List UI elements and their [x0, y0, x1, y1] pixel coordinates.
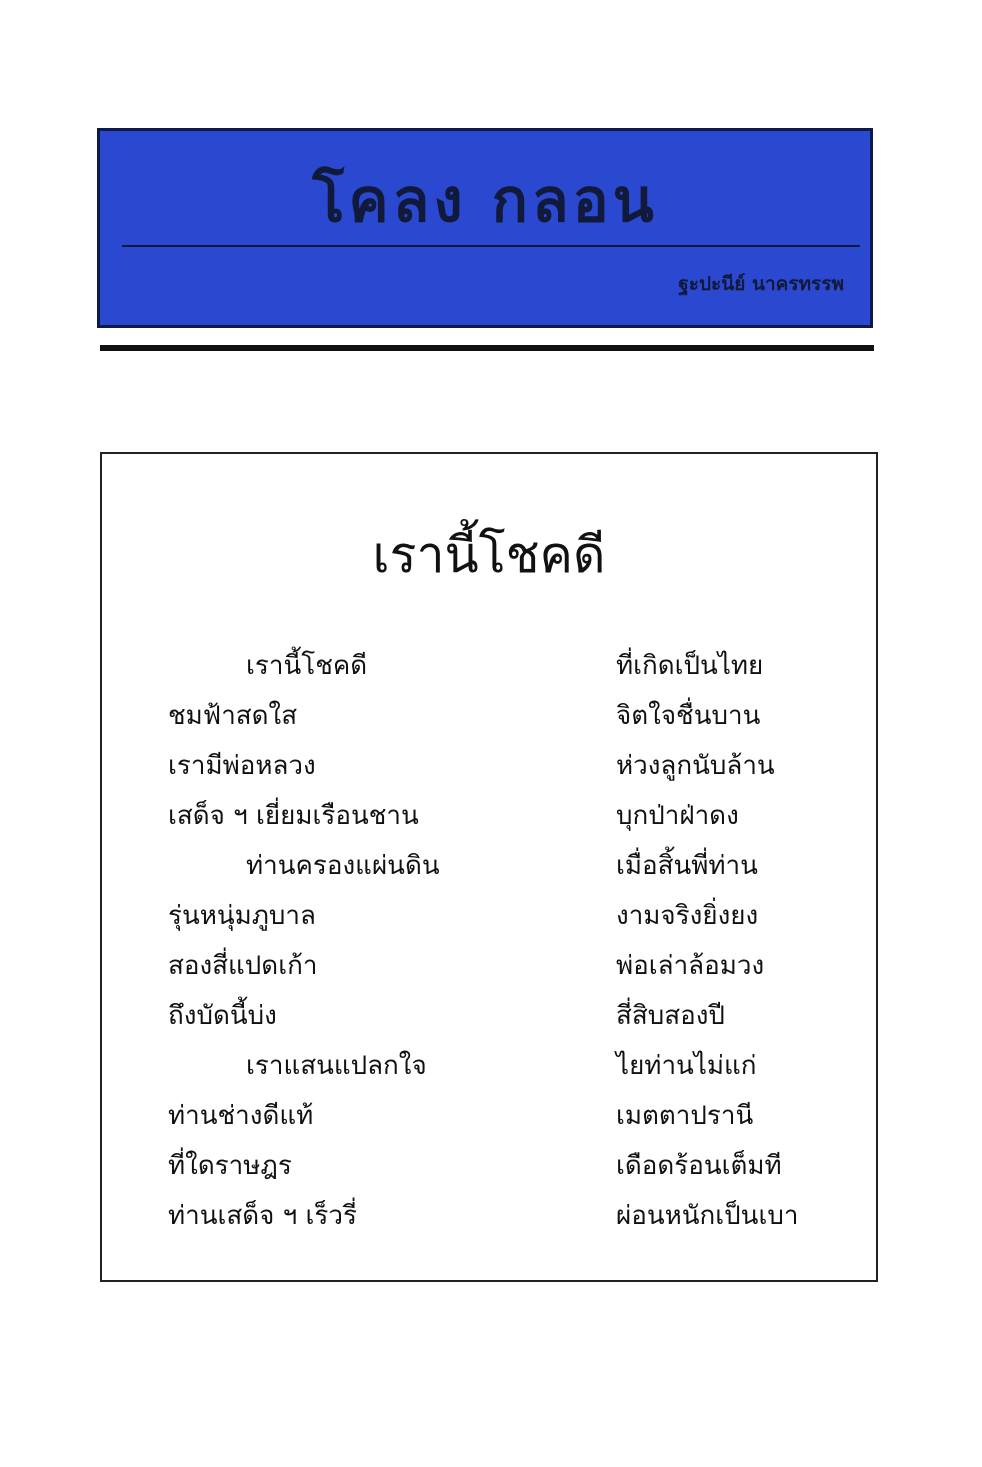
author-name: ฐะปะนีย์ นาครทรรพ: [678, 273, 844, 295]
poem-line-left: ชมฟ้าสดใส: [168, 701, 298, 731]
poem-line-left: ถึงบัดนี้บ่ง: [168, 1001, 277, 1031]
poem-line-left: ที่ใดราษฎร: [168, 1151, 292, 1181]
poem-line-left: เสด็จ ฯ เยี่ยมเรือนชาน: [168, 801, 419, 831]
poem-line-left: ท่านช่างดีแท้: [168, 1101, 314, 1131]
poem-line-right: จิตใจชื่นบาน: [616, 701, 761, 731]
poem-line-right: สี่สิบสองปี: [616, 1001, 725, 1031]
poem-title: เรานี้โชคดี: [372, 526, 606, 584]
poem-line-left: ท่านเสด็จ ฯ เร็วรี่: [168, 1201, 357, 1231]
poem-line-right: ผ่อนหนักเป็นเบา: [616, 1201, 799, 1231]
poem-line-left: ท่านครองแผ่นดิน: [246, 851, 440, 881]
poem-line-right: บุกป่าฝ่าดง: [616, 801, 739, 831]
poem-line-left: เราแสนแปลกใจ: [246, 1051, 427, 1081]
poem-line-right: ที่เกิดเป็นไทย: [616, 651, 764, 681]
poem-line-left: สองสี่แปดเก้า: [168, 951, 318, 981]
poem-line-right: ห่วงลูกนับล้าน: [616, 751, 775, 781]
poem-frame: [100, 452, 878, 1282]
poem-line-right: เมตตาปรานี: [616, 1101, 754, 1131]
poem-line-left: เรามีพ่อหลวง: [168, 751, 316, 781]
poem-line-left: รุ่นหนุ่มภูบาล: [168, 901, 316, 931]
header-banner: [97, 128, 873, 328]
section-title: โคลง กลอน: [312, 166, 658, 236]
poem-line-right: พ่อเล่าล้อมวง: [616, 951, 765, 981]
poem-line-right: เมื่อสิ้นพี่ท่าน: [616, 851, 758, 881]
poem-line-right: งามจริงยิ่งยง: [616, 901, 759, 931]
poem-line-left: เรานี้โชคดี: [246, 651, 368, 681]
poem-line-right: ไยท่านไม่แก่: [616, 1051, 757, 1081]
header-underline: [100, 345, 874, 351]
poem-line-right: เดือดร้อนเต็มที: [616, 1151, 782, 1181]
header-divider: [122, 245, 860, 247]
